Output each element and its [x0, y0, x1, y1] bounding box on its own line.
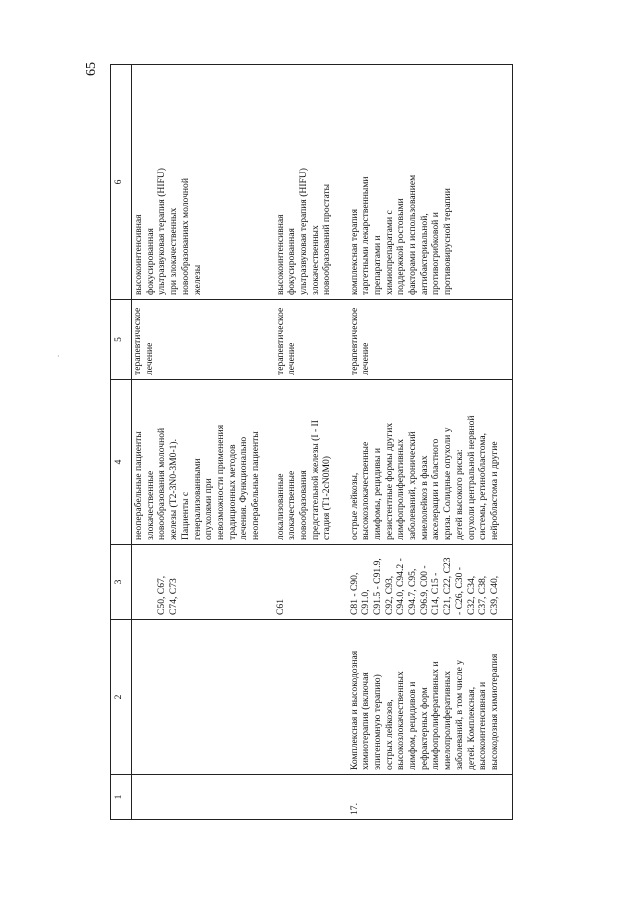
- treatment-method: высокоинтенсивная фокусированная ультразвуковая терапия (HIFU) при злокачественных новообразованиях молочной железы: [132, 65, 274, 300]
- header-col-6: 6: [111, 65, 132, 300]
- rotated-page: [110, 65, 515, 820]
- row-number: 17.: [348, 775, 513, 820]
- treatment-kind: терапевтическое лечение: [348, 300, 513, 380]
- table-row: [132, 65, 274, 820]
- header-col-1: 1: [111, 775, 132, 820]
- header-col-2: 2: [111, 620, 132, 775]
- treatment-method: высокоинтенсивная фокусированная ультразвуковая терапия (HIFU) злокачественных новообразований простаты: [274, 65, 348, 300]
- row-number: [274, 775, 348, 820]
- page-number: [84, 62, 100, 76]
- treatment-kind: терапевтическое лечение: [274, 300, 348, 380]
- patient-model: острые лейкозы, высокозлокачественные лимфомы, рецидивы и резистентные формы других лимфопролиферативных заболеваний, хронический миелолейкоз в фазах акселерации и бластного криза. Солидные опухоли у детей высокого риска: опухоли центральной нервной системы, ретинобластома, нейробластома и другие: [348, 380, 513, 545]
- header-col-4: 4: [111, 380, 132, 545]
- header-col-3: 3: [111, 545, 132, 620]
- treatment-method: комплексная терапия таргетными лекарственными препаратами и химиопрепаратами с поддержкой ростовыми факторами и использованием антибактериальной, противогрибковой и противовирусной терапии: [348, 65, 513, 300]
- patient-model: локализованные злокачественные новообразования предстательной железы (I - II стадия (T1-2cN0M0): [274, 380, 348, 545]
- treatment-type: Комплексная и высокодозная химиотерапия (включая эпигеномную терапию) острых лейкозов, высокозлокачественных лимфом, рецидивов и рефрактерных форм лимфопролиферативных и миелопролиферативных заболеваний, в том числе у детей. Комплексная, высокоинтенсивная и высокодозная химиотерапия: [348, 620, 513, 775]
- icd-codes: C61: [274, 545, 348, 620]
- treatment-kind: терапевтическое лечение: [132, 300, 274, 380]
- treatment-type: [132, 620, 274, 775]
- row-number: [132, 775, 274, 820]
- header-row: [111, 65, 132, 820]
- header-col-5: 5: [111, 300, 132, 380]
- table-row: [348, 65, 513, 820]
- patient-model: неоперабельные пациенты злокачественные новообразования молочной железы (T2-3N0-3M0-1). Пациенты с генерализованными опухолями при невозможности применения традиционных методов лечения. Функционально неоперабельные пациенты: [132, 380, 274, 545]
- table-row: [274, 65, 348, 820]
- icd-codes: C50, C67, C74, C73: [132, 545, 274, 620]
- page-number-text: 65: [84, 62, 99, 76]
- treatment-type: [274, 620, 348, 775]
- icd-codes: C81 - C90, C91.0, C91.5 - C91.9, C92, C93, C94.0, C94.2 - C94.7, C95, C96.9, C00 - C14, C15 - C21, C22, C23 - C26, C30 - C32, C34, C37, C38, C39, C40,: [348, 545, 513, 620]
- scan-dot: ·: [57, 352, 60, 361]
- medical-care-table: [110, 64, 513, 820]
